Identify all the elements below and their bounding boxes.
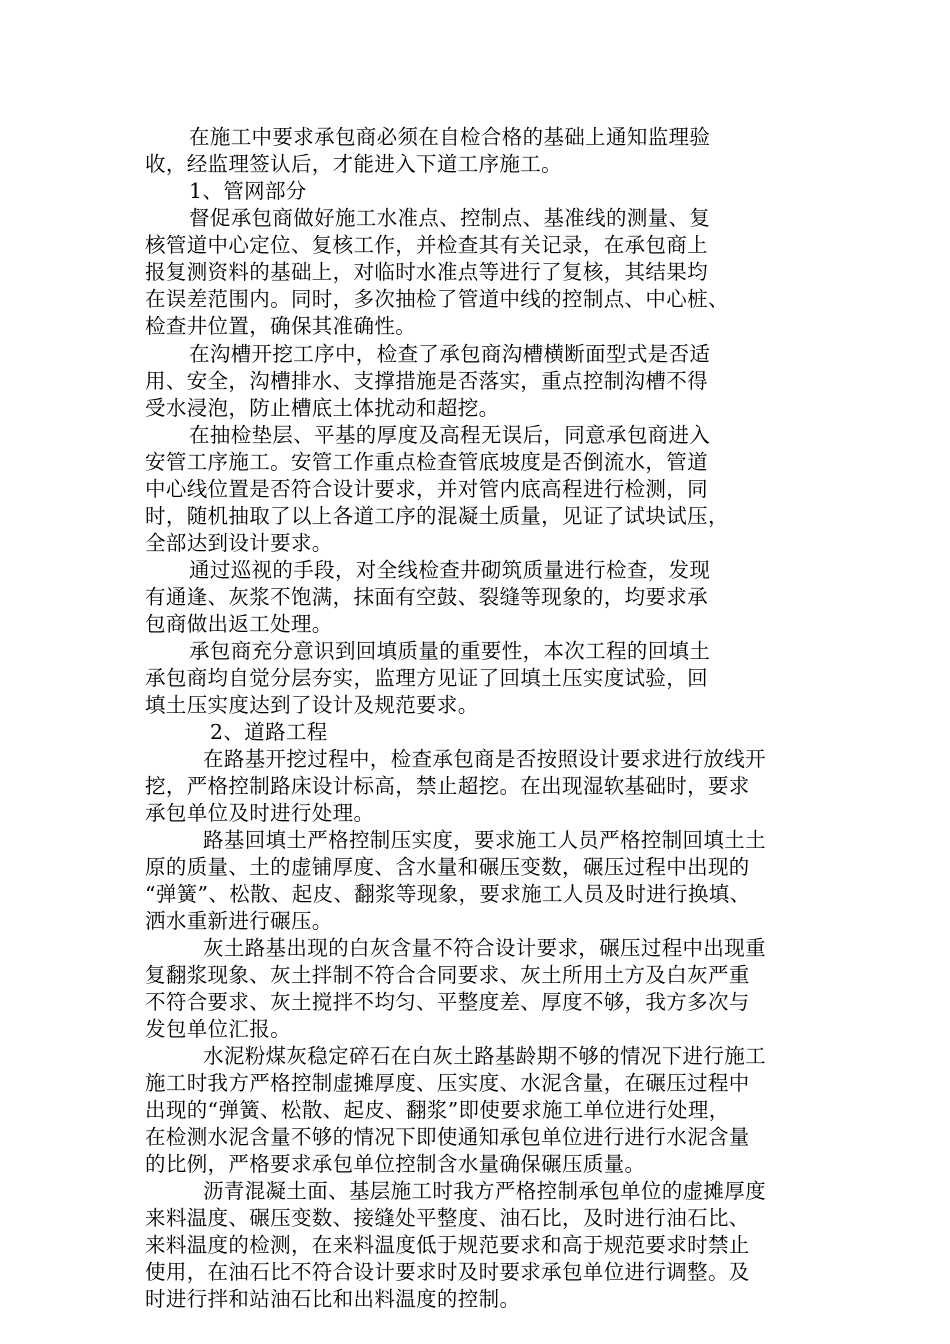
text-line: 通过巡视的手段，对全线检查井砌筑质量进行检查，发现 (189, 558, 711, 582)
text-line: 的比例，严格要求承包单位控制含水量确保碾压质量。 (145, 1152, 646, 1176)
section-heading: 2、道路工程 (210, 720, 328, 744)
text-line: 在路基开挖过程中，检查承包商是否按照设计要求进行放线开 (203, 747, 766, 771)
text-line: 水泥粉煤灰稳定碎石在白灰土路基龄期不够的情况下进行施工 (203, 1044, 766, 1068)
text-line: 收，经监理签认后，才能进入下道工序施工。 (145, 152, 562, 176)
text-line: 用、安全，沟槽排水、支撑措施是否落实，重点控制沟槽不得 (145, 369, 708, 393)
text-line: 在施工中要求承包商必须在自检合格的基础上通知监理验 (189, 125, 711, 149)
text-line: 发包单位汇报。 (145, 1017, 291, 1041)
text-line: 填土压实度达到了设计及规范要求。 (145, 693, 479, 717)
text-line: 在检测水泥含量不够的情况下即使通知承包单位进行进行水泥含量 (145, 1125, 750, 1149)
text-line: 沥青混凝土面、基层施工时我方严格控制承包单位的虚摊厚度 (203, 1179, 766, 1203)
text-line: 督促承包商做好施工水准点、控制点、基准线的测量、复 (189, 206, 711, 230)
text-line: 全部达到设计要求。 (145, 531, 333, 555)
text-line: 安管工序施工。安管工作重点检查管底坡度是否倒流水，管道 (145, 450, 708, 474)
text-line: 路基回填土严格控制压实度，要求施工人员严格控制回填土土 (203, 828, 766, 852)
section-heading: 1、管网部分 (189, 179, 307, 203)
text-line: 来料温度、碾压变数、接缝处平整度、油石比，及时进行油石比、 (145, 1206, 750, 1230)
text-line: 承包商均自觉分层夯实，监理方见证了回填土压实度试验，回 (145, 666, 708, 690)
text-line: 不符合要求、灰土搅拌不均匀、平整度差、厚度不够，我方多次与 (145, 990, 750, 1014)
text-line: 中心线位置是否符合设计要求，并对管内底高程进行检测，同 (145, 477, 708, 501)
text-line: 有通逢、灰浆不饱满，抹面有空鼓、裂缝等现象的，均要求承 (145, 585, 708, 609)
text-line: 原的质量、土的虚铺厚度、含水量和碾压变数，碾压过程中出现的 (145, 855, 750, 879)
text-line: 核管道中心定位、复核工作，并检查其有关记录，在承包商上 (145, 233, 708, 257)
text-line: 灰土路基出现的白灰含量不符合设计要求，碾压过程中出现重 (203, 936, 766, 960)
text-line: 承包商充分意识到回填质量的重要性，本次工程的回填土 (189, 639, 711, 663)
text-line: 使用，在油石比不符合设计要求时及时要求承包单位进行调整。及 (145, 1260, 750, 1284)
text-line: 时，随机抽取了以上各道工序的混凝土质量，见证了试块试压， (145, 504, 729, 528)
text-line: 在沟槽开挖工序中，检查了承包商沟槽横断面型式是否适 (189, 342, 711, 366)
text-line: 复翻浆现象、灰土拌制不符合合同要求、灰土所用土方及白灰严重 (145, 963, 750, 987)
text-line: 时进行拌和站油石比和出料温度的控制。 (145, 1287, 521, 1311)
text-line: 报复测资料的基础上，对临时水准点等进行了复核，其结果均 (145, 260, 708, 284)
text-line: 检查井位置，确保其准确性。 (145, 314, 417, 338)
text-line: “弹簧”、松散、起皮、翻浆等现象，要求施工人员及时进行换填、 (145, 882, 751, 906)
text-line: 施工时我方严格控制虚摊厚度、压实度、水泥含量，在碾压过程中 (145, 1071, 750, 1095)
text-line: 来料温度的检测，在来料温度低于规范要求和高于规范要求时禁止 (145, 1233, 750, 1257)
text-line: 在误差范围内。同时，多次抽检了管道中线的控制点、中心桩、 (145, 287, 729, 311)
text-line: 挖，严格控制路床设计标高，禁止超挖。在出现湿软基础时，要求 (145, 774, 750, 798)
text-line: 洒水重新进行碾压。 (145, 909, 333, 933)
text-line: 在抽检垫层、平基的厚度及高程无误后，同意承包商进入 (189, 423, 711, 447)
text-line: 承包单位及时进行处理。 (145, 801, 375, 825)
text-line: 受水浸泡，防止槽底土体扰动和超挖。 (145, 396, 500, 420)
text-line: 包商做出返工处理。 (145, 612, 333, 636)
text-line: 出现的“弹簧、松散、起皮、翻浆”即使要求施工单位进行处理， (145, 1098, 730, 1122)
